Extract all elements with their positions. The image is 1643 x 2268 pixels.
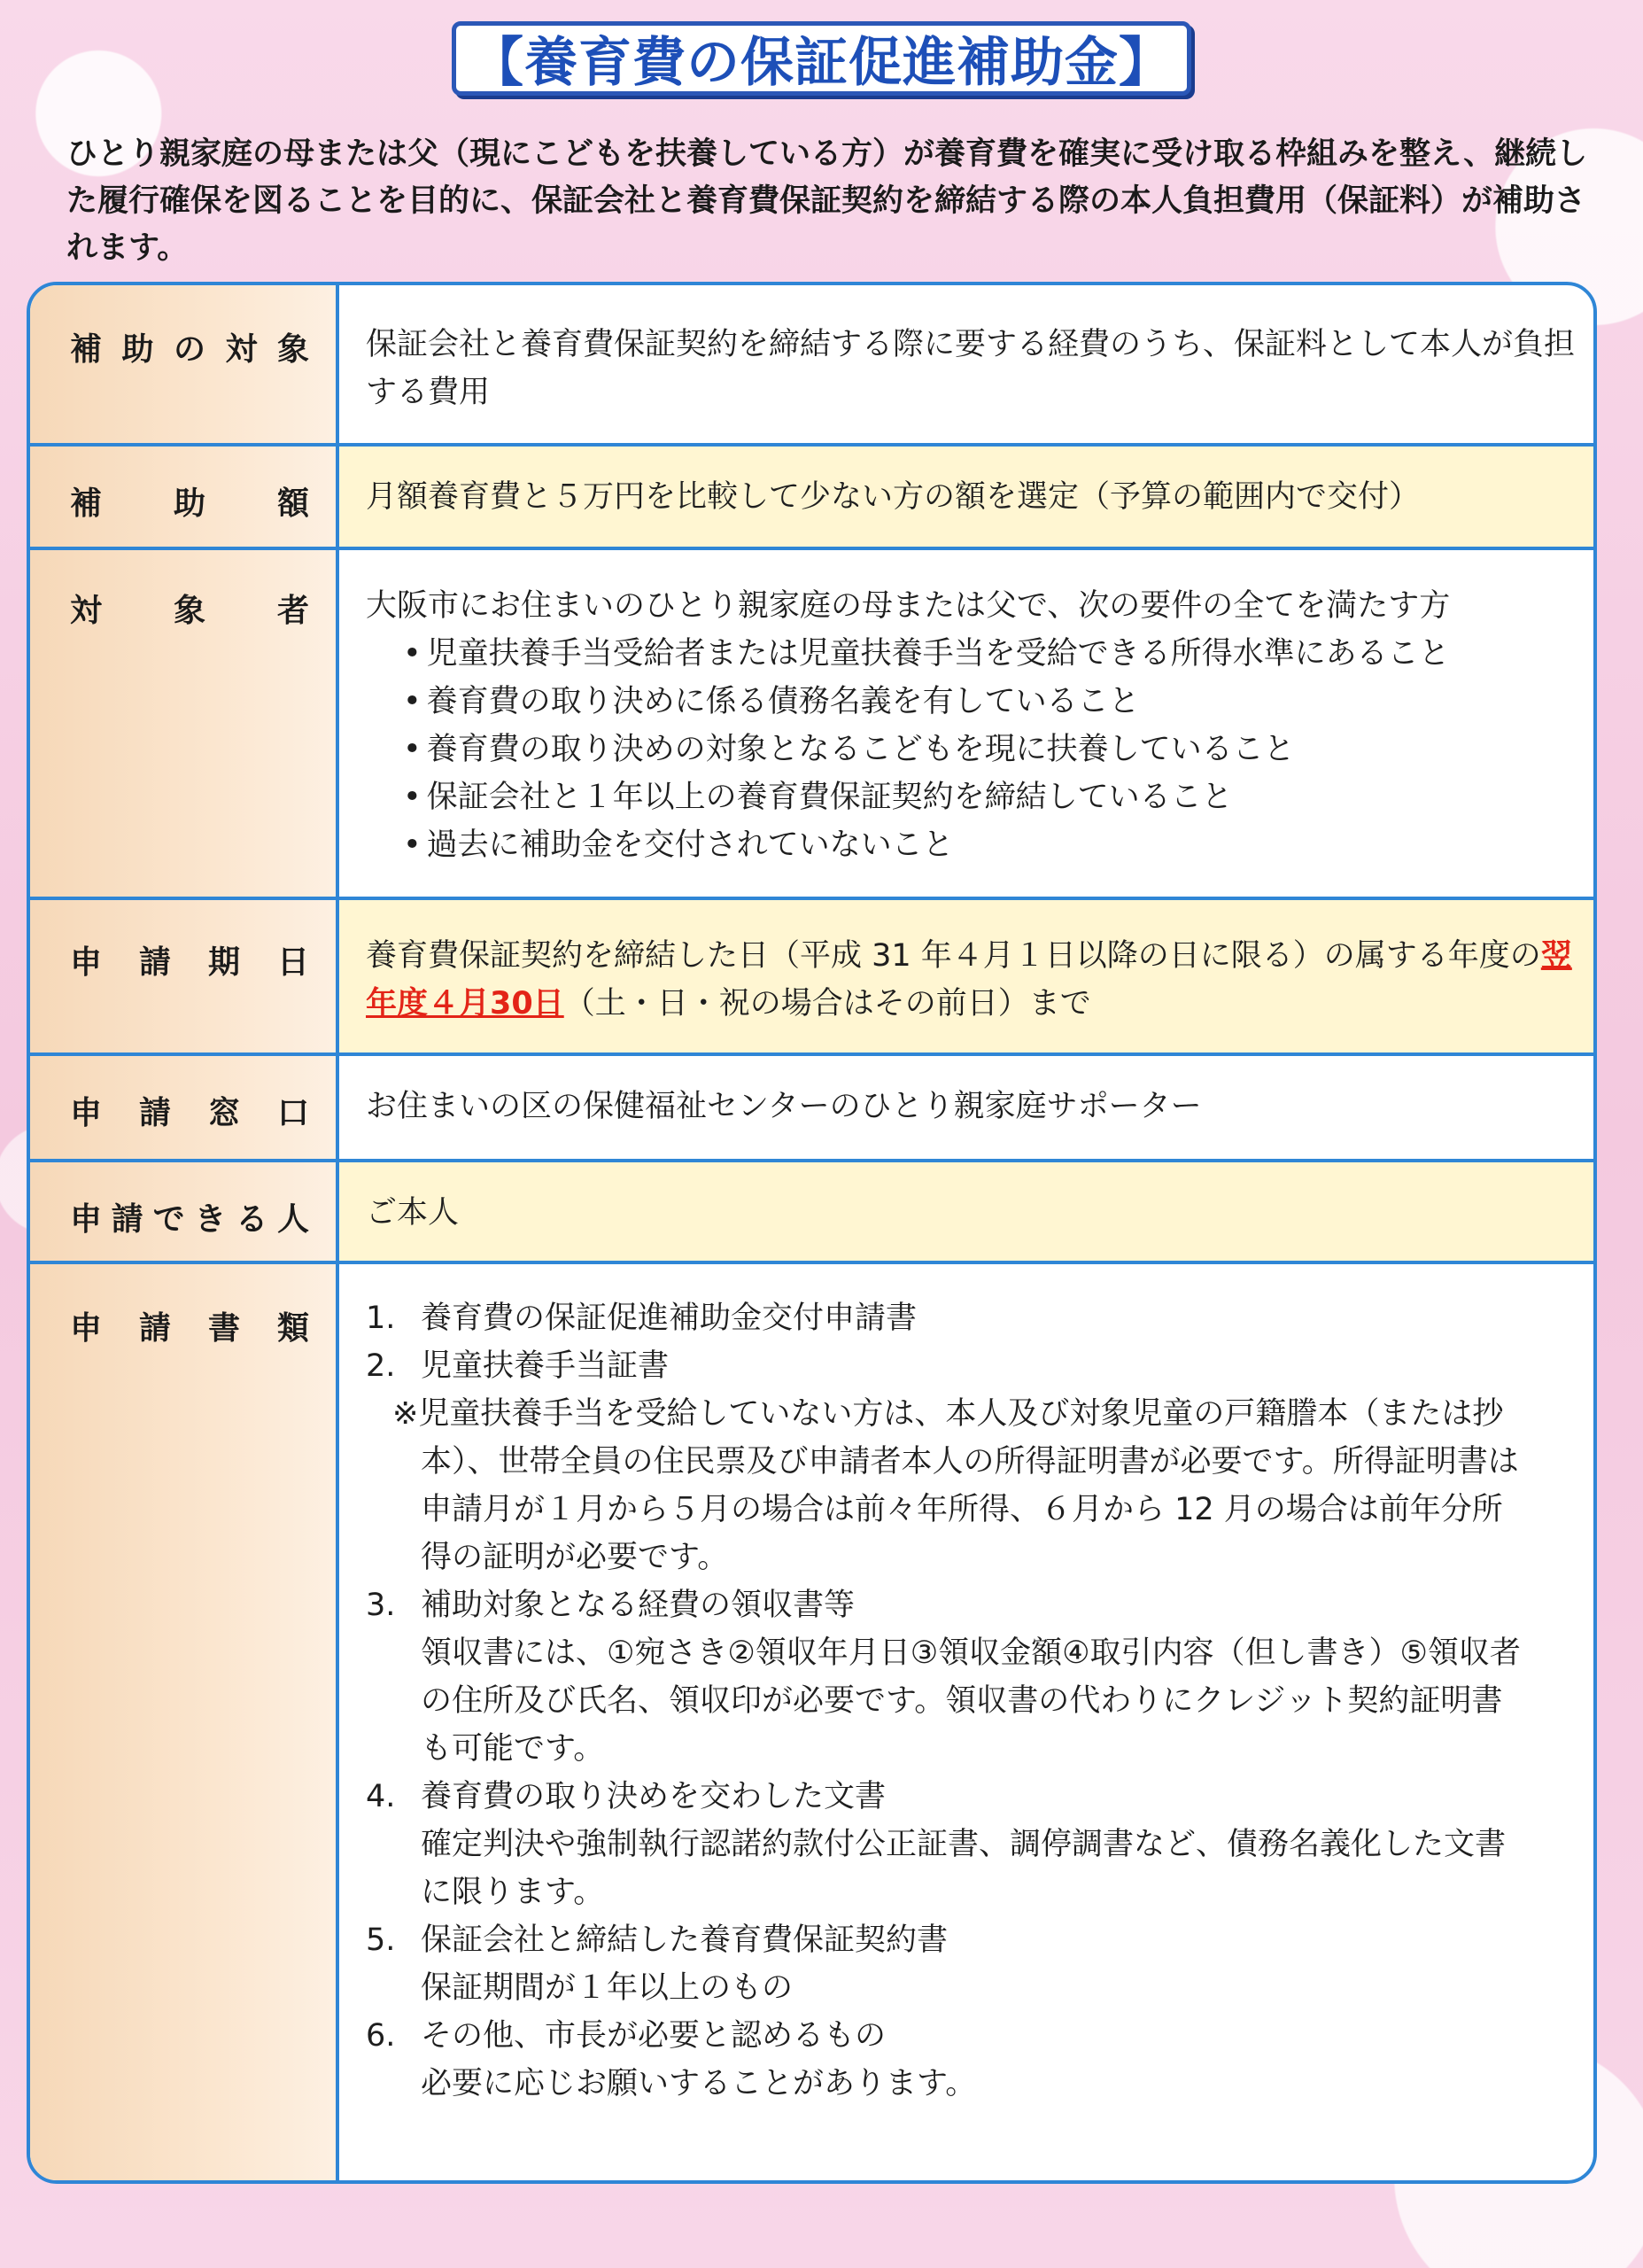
document-title: その他、市長が必要と認めるもの [421, 2018, 887, 2054]
applicant-text: ご本人 [366, 1195, 460, 1231]
info-table [27, 282, 1597, 2184]
row-label-char: 窓 [207, 1095, 240, 1131]
document-item [366, 1916, 1531, 2012]
label-cell [30, 447, 339, 550]
row-label-char: で [152, 1201, 185, 1238]
application-deadline-text [366, 920, 1576, 1028]
document-title: 児童扶養手当証書 [421, 1348, 670, 1384]
document-item [366, 1773, 1531, 1916]
document-number: 4. [366, 1779, 396, 1814]
document-number: 3. [366, 1588, 396, 1623]
requirement-item: • 養育費の取り決めの対象となるこどもを現に扶養していること [366, 726, 1576, 773]
row-label-char: き [194, 1201, 227, 1238]
row-label-char: 期 [207, 944, 240, 981]
row-label-char: 類 [276, 1310, 309, 1347]
row-label-char: 助 [173, 485, 205, 522]
row-label-applicant [70, 1194, 309, 1239]
document-number: 1. [366, 1301, 396, 1336]
row-label-char: 対 [225, 331, 258, 368]
document-detail: 保証期間が１年以上のもの [421, 1970, 794, 2006]
content-cell [339, 447, 1593, 550]
row-label-char: 額 [276, 485, 309, 522]
document-number: 2. [366, 1348, 396, 1384]
row-label-char: 象 [276, 331, 309, 368]
row-label-char: 請 [138, 1095, 171, 1131]
intro-text: ひとり親家庭の母または父（現にこどもを扶養している方）が養育費を確実に受け取る枠組みを整え、継続した履行確保を図ることを目的に、保証会社と養育費保証契約を締結する際の本人負担費用（保証料）が補助されます。 [66, 136, 1588, 266]
content-cell [339, 285, 1593, 443]
row-application-counter [30, 1052, 1593, 1162]
row-label-char: 申 [70, 1201, 103, 1238]
row-applicant [30, 1159, 1593, 1264]
deadline-text-before: 養育費保証契約を締結した日（平成 31 年４月１日以降の日に限る）の属する年度の [366, 938, 1541, 974]
row-label-application-documents [70, 1303, 309, 1348]
row-label-application-counter [70, 1088, 309, 1133]
document-detail: 領収書には、①宛さき②領収年月日③領収金額④取引内容（但し書き）⑤領収者の住所及び氏名、領収印が必要です。領収書の代わりにクレジット契約証明書も可能です。 [421, 1635, 1521, 1767]
document-title: 養育費の保証促進補助金交付申請書 [421, 1301, 918, 1336]
label-cell [30, 1162, 339, 1264]
row-label-char: 対 [70, 593, 103, 629]
row-label-char: 請 [138, 944, 171, 981]
page-title: 【養育費の保証促進補助金】 [452, 21, 1191, 96]
subsidy-amount-text: 月額養育費と５万円を比較して少ない方の額を選定（予算の範囲内で交付） [366, 479, 1421, 515]
row-label-char: る [236, 1201, 268, 1238]
label-cell [30, 550, 339, 900]
row-label-char: 申 [70, 944, 103, 981]
content-cell [339, 550, 1593, 900]
requirement-item: • 養育費の取り決めに係る債務名義を有していること [366, 678, 1576, 726]
document-item [366, 1581, 1531, 1773]
requirement-item: • 過去に補助金を交付されていないこと [366, 821, 1576, 869]
row-label-char: 口 [276, 1095, 309, 1131]
document-item [366, 1294, 1531, 1342]
row-eligible-persons [30, 547, 1593, 900]
row-label-char: 申 [70, 1310, 103, 1347]
label-cell [30, 900, 339, 1056]
row-label-char: 請 [138, 1310, 171, 1347]
deadline-text-after: （土・日・祝の場合はその前日）まで [563, 986, 1091, 1021]
row-subsidy-target [30, 285, 1593, 443]
row-label-subsidy-amount [70, 478, 309, 524]
documents-list [366, 1294, 1531, 2108]
document-number: 6. [366, 2018, 396, 2054]
label-cell [30, 1056, 339, 1162]
requirements-list [366, 630, 1576, 869]
row-application-documents [30, 1261, 1593, 2180]
subsidy-target-text: 保証会社と養育費保証契約を締結する際に要する経費のうち、保証料として本人が負担する費用 [366, 327, 1576, 410]
row-label-char: 助 [121, 331, 154, 368]
row-subsidy-amount [30, 443, 1593, 550]
document-number: 5. [366, 1922, 396, 1958]
document-detail: 必要に応じお願いすることがあります。 [421, 2066, 977, 2101]
application-counter-text: お住まいの区の保健福祉センターのひとり親家庭サポーター [366, 1089, 1202, 1124]
row-label-char: の [173, 331, 205, 368]
document-title: 保証会社と締結した養育費保証契約書 [421, 1922, 949, 1958]
eligible-persons-text: 大阪市にお住まいのひとり親家庭の母または父で、次の要件の全てを満たす方 [366, 588, 1451, 624]
row-application-deadline [30, 897, 1593, 1056]
content-cell [339, 1056, 1593, 1162]
document-title: 補助対象となる経費の領収書等 [421, 1588, 856, 1623]
row-label-char: 象 [173, 593, 205, 629]
content-cell [339, 1264, 1593, 2180]
row-label-application-deadline [70, 937, 309, 983]
row-label-subsidy-target [70, 324, 309, 369]
label-cell [30, 1264, 339, 2180]
content-cell [339, 1162, 1593, 1264]
row-label-char: 日 [276, 944, 309, 981]
row-label-char: 書 [207, 1310, 240, 1347]
row-label-char: 補 [70, 485, 103, 522]
label-cell [30, 285, 339, 443]
row-label-char: 補 [70, 331, 103, 368]
document-title: 養育費の取り決めを交わした文書 [421, 1779, 887, 1814]
row-label-char: 人 [276, 1201, 309, 1238]
document-note: ※児童扶養手当を受給していない方は、本人及び対象児童の戸籍謄本（または抄本）、世帯全員の住民票及び申請者本人の所得証明書が必要です。所得証明書は申請月が１月から５月の場合は前々年所得、６月から 12 月の場合は前年分所得の証明が必要です。 [392, 1396, 1519, 1575]
row-label-char: 申 [70, 1095, 103, 1131]
document-item [366, 1342, 1531, 1581]
row-label-char: 請 [111, 1201, 143, 1238]
requirement-item: • 児童扶養手当受給者または児童扶養手当を受給できる所得水準にあること [366, 630, 1576, 678]
content-cell [339, 900, 1593, 1056]
deadline-highlight: 翌年度４月30日 [366, 938, 1572, 1021]
document-detail: 確定判決や強制執行認諾約款付公正証書、調停調書など、債務名義化した文書に限ります。 [421, 1827, 1507, 1910]
document-item [366, 2012, 1531, 2108]
row-label-eligible-persons [70, 586, 309, 631]
row-label-char: 者 [276, 593, 309, 629]
requirement-item: • 保証会社と１年以上の養育費保証契約を締結していること [366, 773, 1576, 821]
